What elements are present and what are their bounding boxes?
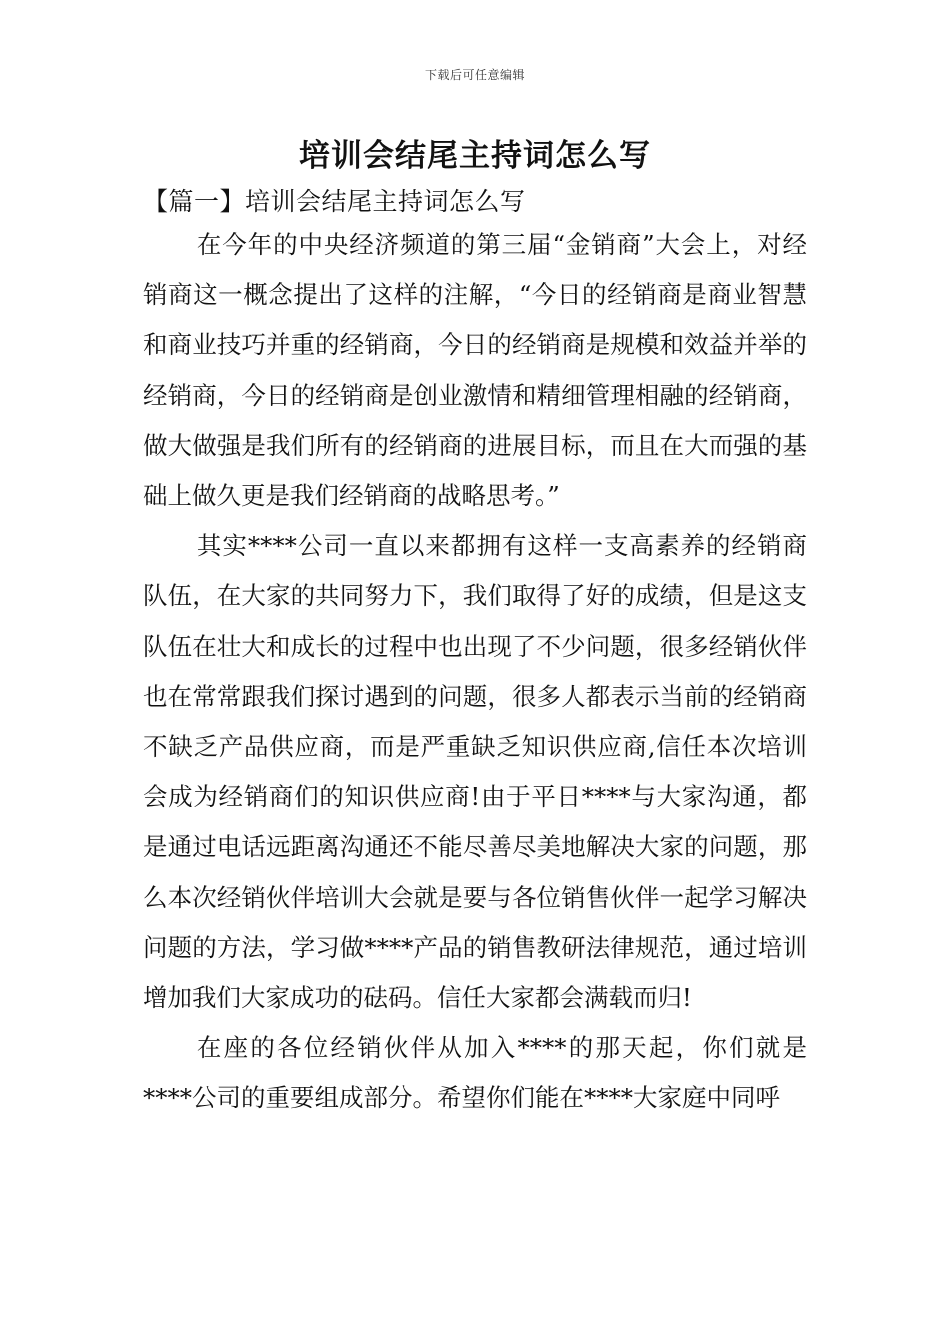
document-title: 培训会结尾主持词怎么写 <box>299 138 651 174</box>
section-heading: 【篇一】培训会结尾主持词怎么写 <box>143 187 526 216</box>
paragraph: 在座的各位经销伙伴从加入****的那天起，你们就是****公司的重要组成部分。希望你们能在****大家庭中同呼 <box>143 1033 807 1113</box>
header-note: 下载后可任意编辑 <box>424 68 525 82</box>
paragraph: 其实****公司一直以来都拥有这样一支高素养的经销商队伍，在大家的共同努力下，我们取得了好的成绩，但是这支队伍在壮大和成长的过程中也出现了不少问题，很多经销伙伴也在常常跟我们探讨遇到的问题，很多人都表示当前的经销商不缺乏产品供应商，而是严重缺乏知识供应商,信任本次培训会成为经销商们的知识供应商!由于平日****与大家沟通，都是通过电话远距离沟通还不能尽善尽美地解决大家的问题，那么本次经销伙伴培训大会就是要与各位销售伙伴一起学习解决问题的方法，学习做****产品的销售教研法律规范，通过培训增加我们大家成功的砝码。信任大家都会满载而归! <box>143 531 807 1013</box>
paragraph: 在今年的中央经济频道的第三届“金销商”大会上，对经销商这一概念提出了这样的注解，“今日的经销商是商业智慧和商业技巧并重的经销商，今日的经销商是规模和效益并举的经销商，今日的经销商是创业激情和精细管理相融的经销商，做大做强是我们所有的经销商的进展目标，而且在大而强的基础上做久更是我们经销商的战略思考。” <box>143 230 807 511</box>
body-text <box>143 220 807 1124</box>
